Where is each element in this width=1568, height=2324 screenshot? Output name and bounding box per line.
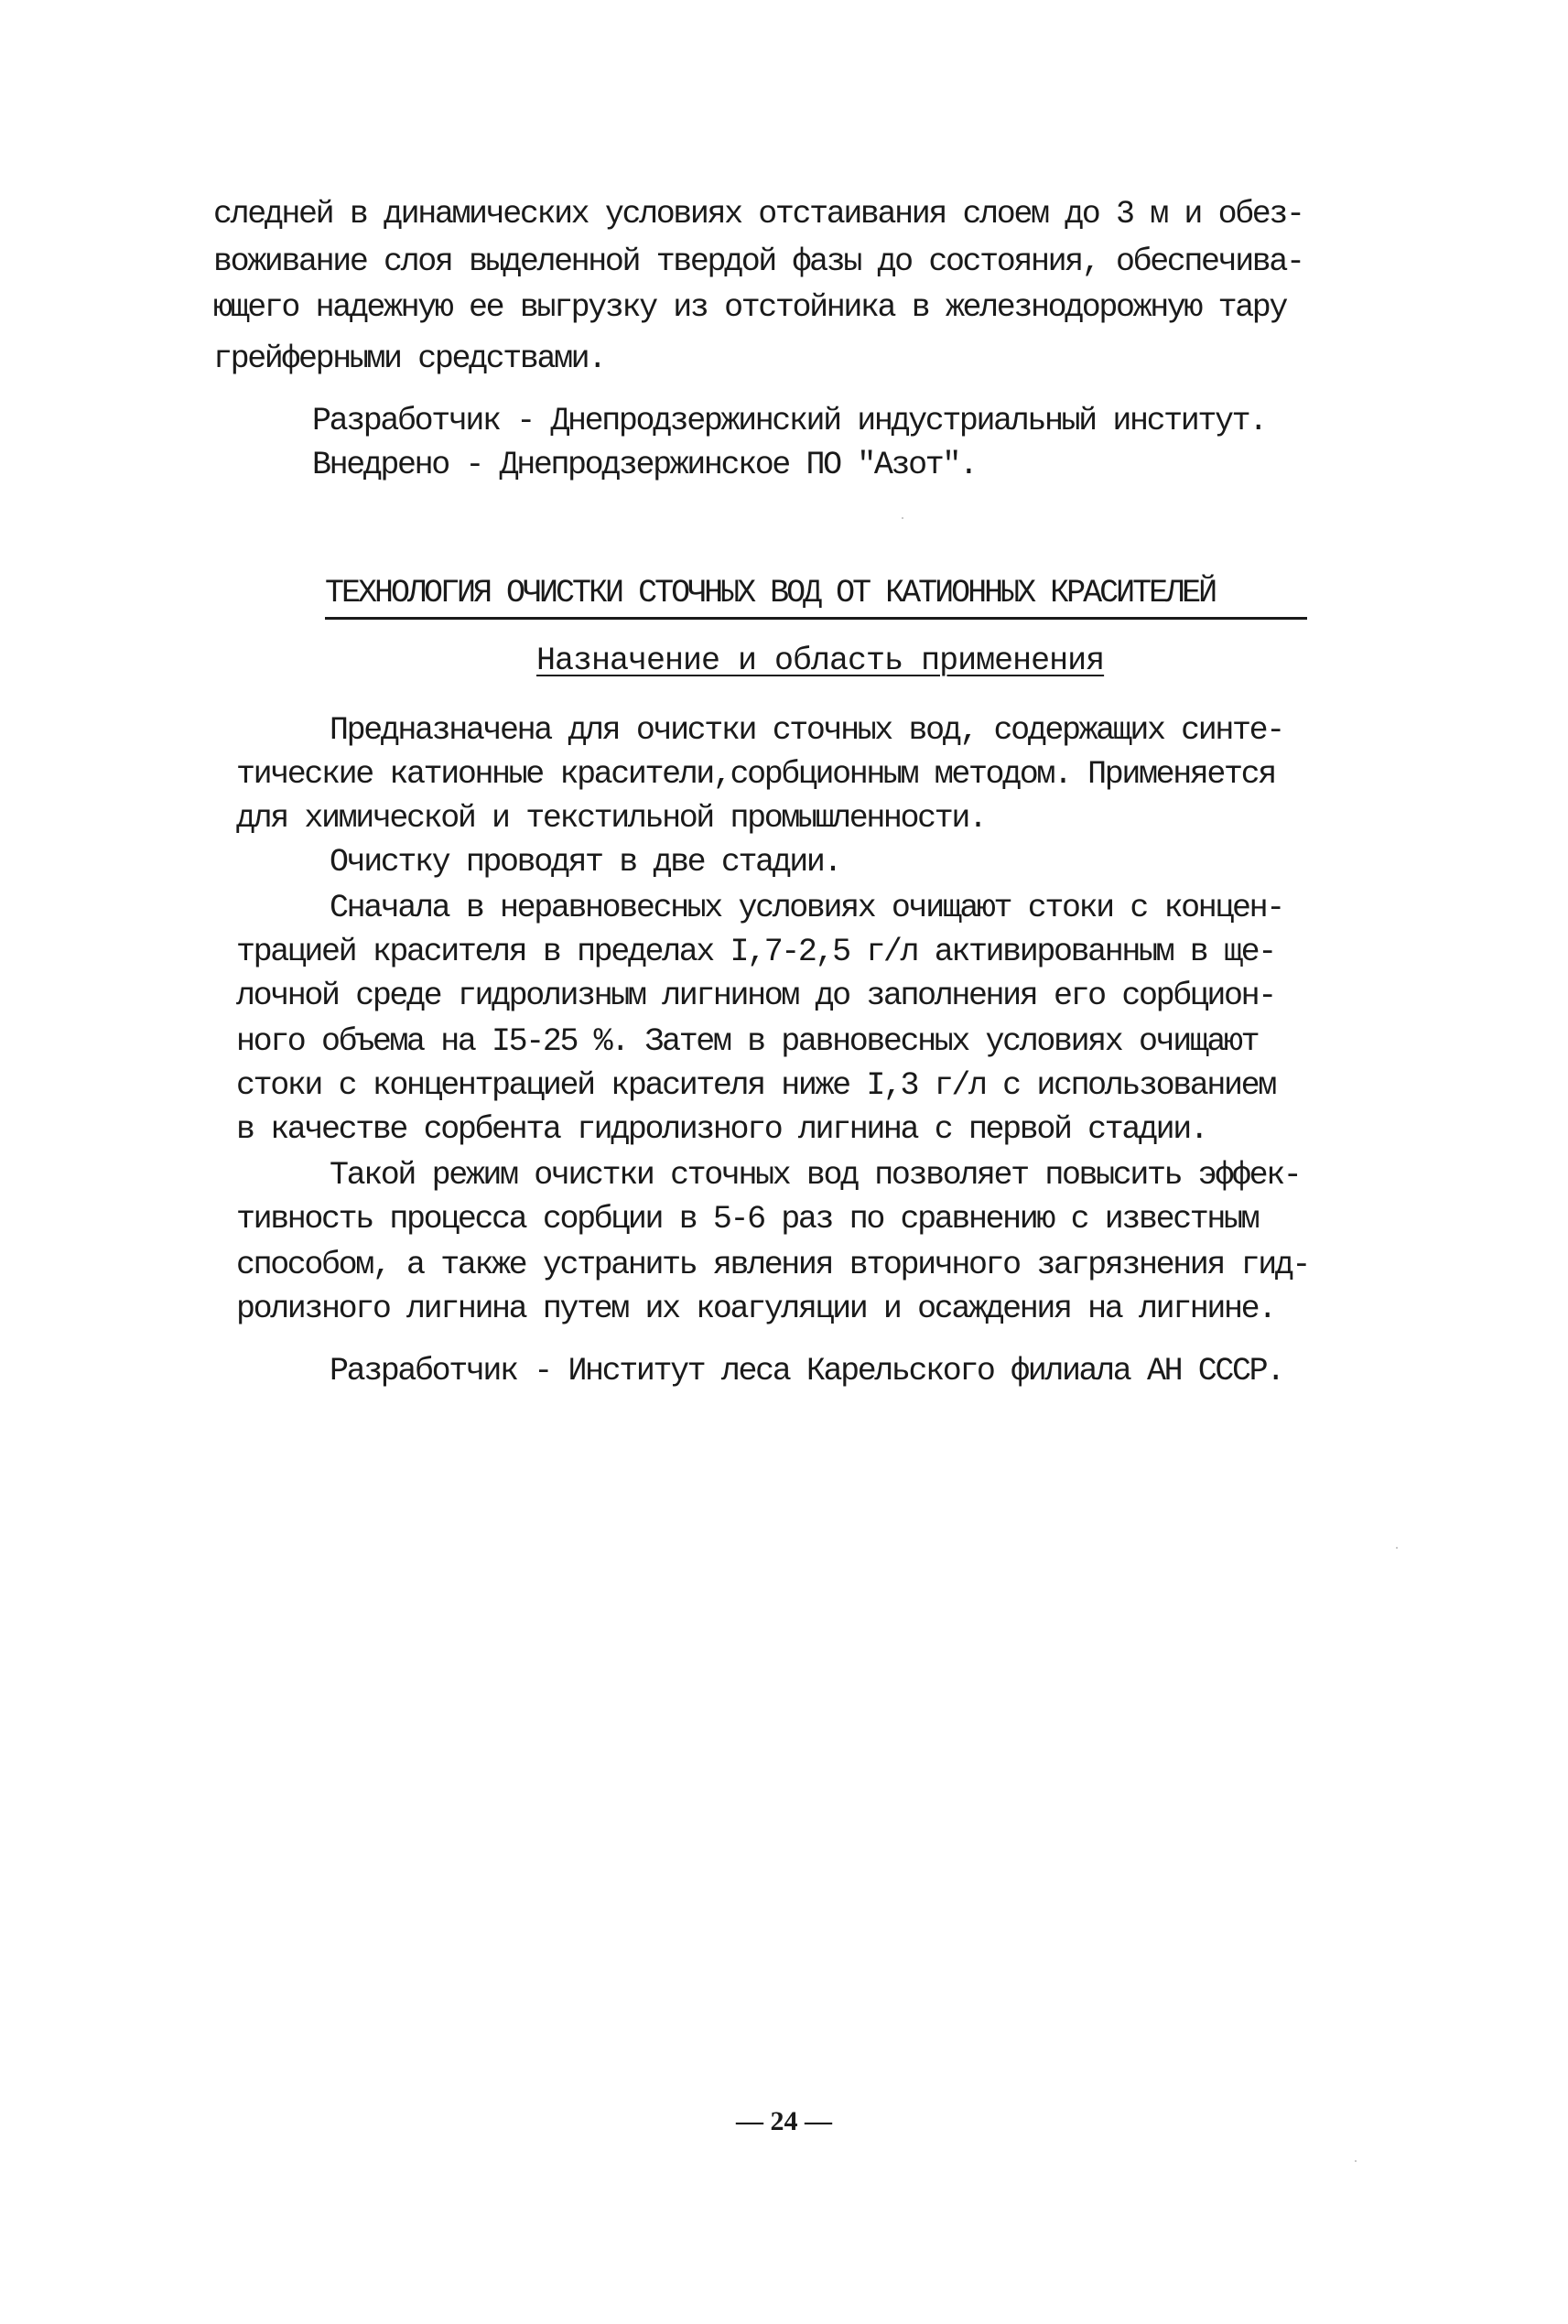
implementation-credit: Внедрено - Днепродзержинское ПО "Азот". xyxy=(312,447,977,483)
body-line: для химической и текстильной промышленности. xyxy=(236,800,986,837)
section-subtitle: Назначение и область применения xyxy=(536,643,1105,679)
body-line: Такой режим очистки сточных вод позволяет повысить эффек- xyxy=(330,1157,1301,1194)
scan-speck xyxy=(902,517,903,519)
body-line: Сначала в неравновесных условиях очищают стоки с концен- xyxy=(330,890,1283,926)
scan-speck xyxy=(1355,2160,1357,2162)
paragraph-line: грейферными средствами. xyxy=(213,340,605,377)
body-line: трацией красителя в пределах I,7-2,5 г/л активированным в ще- xyxy=(236,934,1275,970)
developer-credit: Разработчик - Институт леса Карельского филиала АН СССР. xyxy=(330,1353,1283,1389)
body-line: лочной среде гидролизным лигнином до заполнения его сорбцион- xyxy=(236,978,1275,1014)
body-line: Предназначена для очистки сточных вод, содержащих синте- xyxy=(330,712,1283,749)
body-line: Очистку проводят в две стадии. xyxy=(330,844,841,881)
body-line: тивность процесса сорбции в 5-6 раз по сравнению с известным xyxy=(236,1201,1259,1238)
section-title-underline xyxy=(325,617,1307,620)
body-line: ного объема на I5-25 %. Затем в равновесных условиях очищают xyxy=(236,1023,1259,1060)
body-line: в качестве сорбента гидролизного лигнина с первой стадии. xyxy=(236,1111,1207,1148)
paragraph-line: ющего надежную ее выгрузку из отстойника в железнодорожную тару xyxy=(213,289,1287,326)
body-line: ролизного лигнина путем их коагуляции и осаждения на лигнине. xyxy=(236,1291,1275,1327)
paragraph-line: воживание слоя выделенной твердой фазы до состояния, обеспечива- xyxy=(213,243,1303,280)
body-line: способом, а также устранить явления вторичного загрязнения гид- xyxy=(236,1247,1310,1283)
developer-credit: Разработчик - Днепродзержинский индустриальный институт. xyxy=(312,403,1266,439)
paragraph-line: следней в динамических условиях отстаивания слоем до 3 м и обез- xyxy=(213,196,1303,232)
body-line: тические катионные красители,сорбционным методом. Применяется xyxy=(236,756,1275,793)
scan-speck xyxy=(1396,1547,1398,1549)
body-line: стоки с концентрацией красителя ниже I,3 г/л с использованием xyxy=(236,1067,1275,1104)
page-number: — 24 — xyxy=(736,2106,832,2136)
section-title: ТЕХНОЛОГИЯ ОЧИСТКИ СТОЧНЫХ ВОД ОТ КАТИОННЫХ КРАСИТЕЛЕЙ xyxy=(325,575,1216,611)
